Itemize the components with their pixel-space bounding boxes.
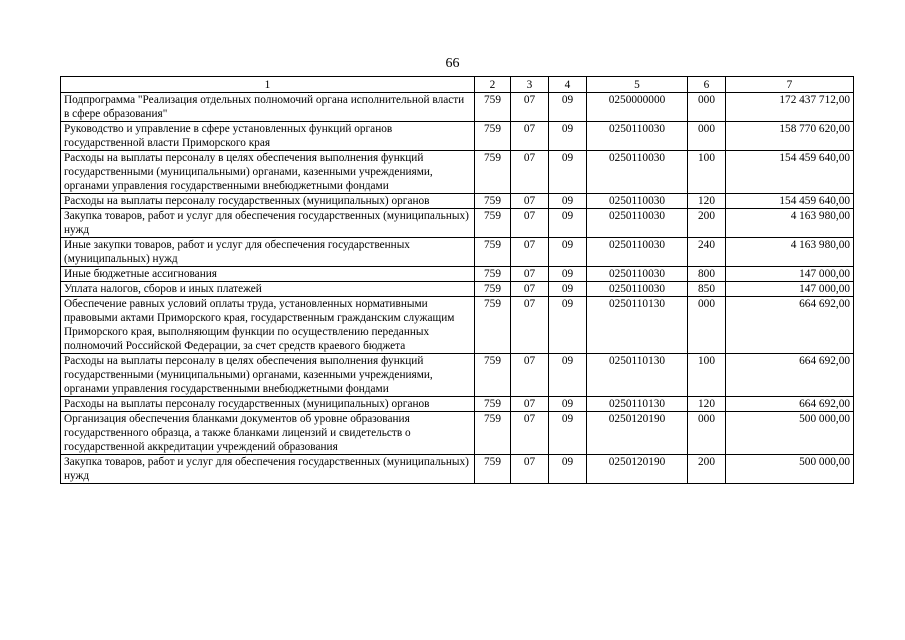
row-name: Закупка товаров, работ и услуг для обеспечения государственных (муниципальных) нужд (61, 209, 475, 238)
row-code-4: 09 (549, 412, 587, 455)
row-code-4: 09 (549, 93, 587, 122)
row-code-2: 759 (475, 238, 511, 267)
row-code-5: 0250120190 (587, 412, 688, 455)
table-row (61, 282, 854, 297)
row-code-6: 200 (688, 455, 726, 484)
row-code-2: 759 (475, 122, 511, 151)
budget-table (60, 76, 854, 484)
row-code-4: 09 (549, 354, 587, 397)
table-row (61, 297, 854, 354)
row-name: Расходы на выплаты персоналу в целях обеспечения выполнения функций государственными (муниципальными) органами, казенными учреждениями, органами управления государственными внебюджетными фондами (61, 354, 475, 397)
row-code-5: 0250110030 (587, 267, 688, 282)
row-name: Руководство и управление в сфере установленных функций органов государственной власти Приморского края (61, 122, 475, 151)
table-row (61, 122, 854, 151)
row-code-2: 759 (475, 412, 511, 455)
row-code-6: 800 (688, 267, 726, 282)
table-row (61, 354, 854, 397)
row-code-2: 759 (475, 194, 511, 209)
row-code-3: 07 (511, 209, 549, 238)
row-name: Обеспечение равных условий оплаты труда, установленных нормативными правовыми актами Приморского края, государственным гражданским служащим Приморского края, выполняющим функции по осуществлению переданных полномочий Российской Федерации, за счет средств краевого бюджета (61, 297, 475, 354)
row-code-2: 759 (475, 397, 511, 412)
row-amount: 4 163 980,00 (726, 209, 854, 238)
row-code-4: 09 (549, 397, 587, 412)
row-code-6: 000 (688, 93, 726, 122)
row-code-3: 07 (511, 297, 549, 354)
table-row (61, 194, 854, 209)
row-code-3: 07 (511, 93, 549, 122)
table-row (61, 93, 854, 122)
table-row (61, 267, 854, 282)
row-code-2: 759 (475, 209, 511, 238)
row-code-6: 100 (688, 151, 726, 194)
row-code-4: 09 (549, 238, 587, 267)
row-code-6: 000 (688, 297, 726, 354)
row-code-6: 000 (688, 412, 726, 455)
row-code-6: 100 (688, 354, 726, 397)
header-cell: 5 (587, 77, 688, 93)
row-code-4: 09 (549, 151, 587, 194)
row-amount: 664 692,00 (726, 297, 854, 354)
row-code-2: 759 (475, 354, 511, 397)
header-cell: 1 (61, 77, 475, 93)
header-cell: 3 (511, 77, 549, 93)
row-code-5: 0250110030 (587, 122, 688, 151)
row-code-4: 09 (549, 122, 587, 151)
row-code-5: 0250110030 (587, 194, 688, 209)
row-amount: 147 000,00 (726, 267, 854, 282)
row-code-3: 07 (511, 455, 549, 484)
row-code-4: 09 (549, 194, 587, 209)
row-code-3: 07 (511, 412, 549, 455)
row-amount: 664 692,00 (726, 354, 854, 397)
table-row (61, 151, 854, 194)
row-amount: 500 000,00 (726, 455, 854, 484)
row-code-5: 0250120190 (587, 455, 688, 484)
page-number: 66 (445, 56, 460, 71)
table-row (61, 455, 854, 484)
row-code-5: 0250110130 (587, 297, 688, 354)
row-code-2: 759 (475, 282, 511, 297)
row-amount: 154 459 640,00 (726, 151, 854, 194)
table-row (61, 397, 854, 412)
row-amount: 158 770 620,00 (726, 122, 854, 151)
row-name: Организация обеспечения бланками документов об уровне образования государственного образца, а также бланками лицензий и свидетельств о государственной аккредитации учреждений образования (61, 412, 475, 455)
header-cell: 2 (475, 77, 511, 93)
row-code-5: 0250110030 (587, 151, 688, 194)
row-name: Расходы на выплаты персоналу государственных (муниципальных) органов (61, 194, 475, 209)
row-amount: 4 163 980,00 (726, 238, 854, 267)
row-code-6: 120 (688, 194, 726, 209)
row-name: Расходы на выплаты персоналу государственных (муниципальных) органов (61, 397, 475, 412)
row-name: Иные закупки товаров, работ и услуг для обеспечения государственных (муниципальных) нужд (61, 238, 475, 267)
row-code-5: 0250110030 (587, 282, 688, 297)
row-code-3: 07 (511, 151, 549, 194)
row-name: Подпрограмма "Реализация отдельных полномочий органа исполнительной власти в сфере образования" (61, 93, 475, 122)
row-code-6: 000 (688, 122, 726, 151)
table-row (61, 209, 854, 238)
row-code-3: 07 (511, 122, 549, 151)
row-code-5: 0250110030 (587, 209, 688, 238)
header-cell: 6 (688, 77, 726, 93)
row-code-4: 09 (549, 297, 587, 354)
header-cell: 4 (549, 77, 587, 93)
row-amount: 500 000,00 (726, 412, 854, 455)
row-code-3: 07 (511, 354, 549, 397)
row-code-6: 240 (688, 238, 726, 267)
row-name: Закупка товаров, работ и услуг для обеспечения государственных (муниципальных) нужд (61, 455, 475, 484)
row-code-5: 0250110130 (587, 397, 688, 412)
row-code-2: 759 (475, 151, 511, 194)
row-code-2: 759 (475, 455, 511, 484)
row-code-3: 07 (511, 194, 549, 209)
table-row (61, 412, 854, 455)
row-amount: 664 692,00 (726, 397, 854, 412)
row-name: Уплата налогов, сборов и иных платежей (61, 282, 475, 297)
row-code-4: 09 (549, 267, 587, 282)
row-code-5: 0250000000 (587, 93, 688, 122)
row-code-5: 0250110030 (587, 238, 688, 267)
row-code-5: 0250110130 (587, 354, 688, 397)
row-code-2: 759 (475, 267, 511, 282)
row-amount: 154 459 640,00 (726, 194, 854, 209)
row-code-3: 07 (511, 397, 549, 412)
header-row (61, 77, 854, 93)
row-code-2: 759 (475, 297, 511, 354)
row-code-4: 09 (549, 282, 587, 297)
row-code-6: 200 (688, 209, 726, 238)
row-code-2: 759 (475, 93, 511, 122)
row-name: Иные бюджетные ассигнования (61, 267, 475, 282)
table-row (61, 238, 854, 267)
row-code-3: 07 (511, 282, 549, 297)
row-code-3: 07 (511, 238, 549, 267)
row-amount: 172 437 712,00 (726, 93, 854, 122)
row-code-4: 09 (549, 455, 587, 484)
row-code-6: 120 (688, 397, 726, 412)
row-code-6: 850 (688, 282, 726, 297)
row-amount: 147 000,00 (726, 282, 854, 297)
row-code-3: 07 (511, 267, 549, 282)
row-name: Расходы на выплаты персоналу в целях обеспечения выполнения функций государственными (муниципальными) органами, казенными учреждениями, органами управления государственными внебюджетными фондами (61, 151, 475, 194)
header-cell: 7 (726, 77, 854, 93)
row-code-4: 09 (549, 209, 587, 238)
